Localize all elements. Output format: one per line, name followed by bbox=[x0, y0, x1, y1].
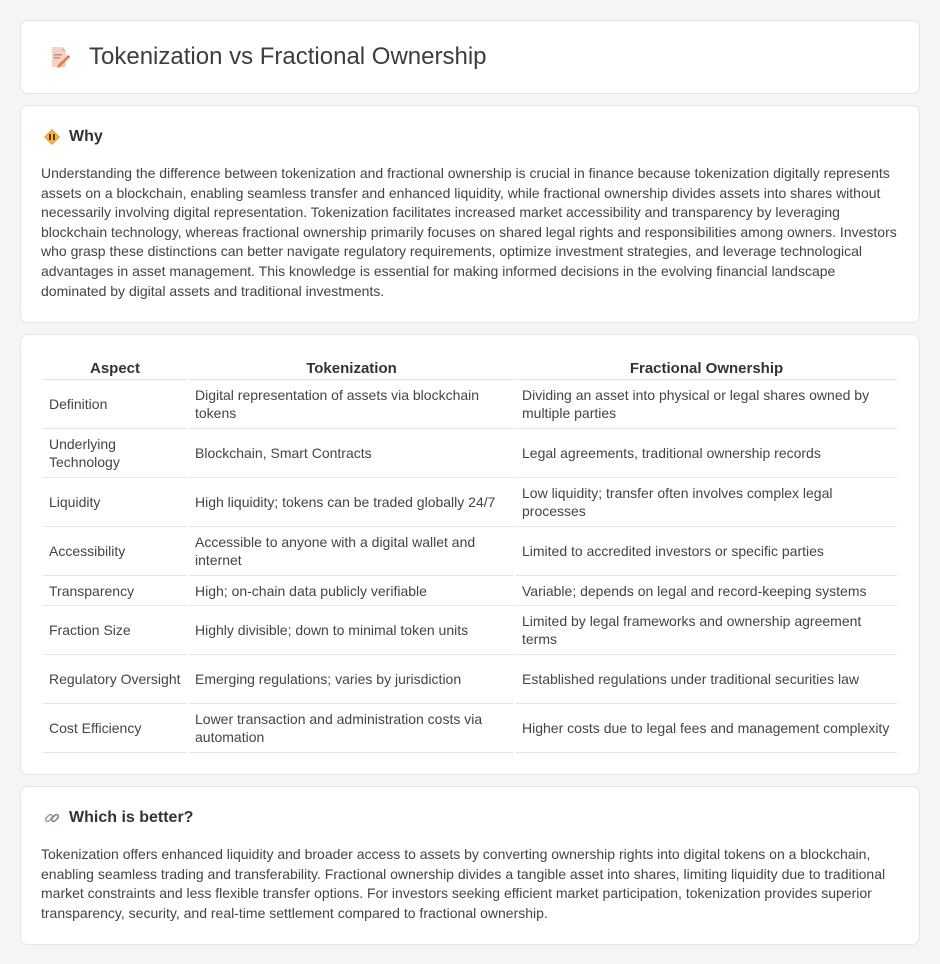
cell-fractional: Limited to accredited investors or specific parties bbox=[516, 527, 897, 576]
cell-tokenization: High liquidity; tokens can be traded globally 24/7 bbox=[189, 478, 514, 527]
cell-tokenization: Emerging regulations; varies by jurisdiction bbox=[189, 655, 514, 704]
table-row bbox=[43, 478, 897, 527]
which-is-better-section bbox=[20, 786, 920, 945]
page-title: Tokenization vs Fractional Ownership bbox=[89, 43, 487, 70]
table-header-row bbox=[43, 353, 897, 380]
better-heading bbox=[43, 809, 899, 827]
table-row bbox=[43, 527, 897, 576]
cell-fractional: Dividing an asset into physical or legal shares owned by multiple parties bbox=[516, 380, 897, 429]
why-heading bbox=[43, 128, 899, 146]
link-icon bbox=[43, 809, 61, 827]
cell-fractional: Variable; depends on legal and record-keeping systems bbox=[516, 576, 897, 606]
cell-aspect: Accessibility bbox=[43, 527, 187, 576]
cell-tokenization: Accessible to anyone with a digital wallet and internet bbox=[189, 527, 514, 576]
header-fractional-ownership: Fractional Ownership bbox=[516, 353, 897, 380]
table-row bbox=[43, 606, 897, 655]
cell-fractional: Limited by legal frameworks and ownership agreement terms bbox=[516, 606, 897, 655]
better-text: Tokenization offers enhanced liquidity and broader access to assets by converting ownership rights into digital tokens on a blockchain, enabling seamless trading and transferability. Fractional ownership divides a tangible asset into shares, limiting liquidity due to traditional market constraints and less flexible transfer options. For investors seeking efficient market participation, tokenization provides superior transparency, security, and real-time settlement compared to fractional ownership. bbox=[41, 846, 886, 921]
cell-tokenization: Lower transaction and administration costs via automation bbox=[189, 704, 514, 753]
header-card bbox=[20, 20, 920, 94]
cell-tokenization: Digital representation of assets via blockchain tokens bbox=[189, 380, 514, 429]
cell-aspect: Regulatory Oversight bbox=[43, 655, 187, 704]
table-row bbox=[43, 576, 897, 606]
document-pencil-icon bbox=[47, 45, 71, 69]
cell-aspect: Fraction Size bbox=[43, 606, 187, 655]
cell-aspect: Definition bbox=[43, 380, 187, 429]
cell-aspect: Cost Efficiency bbox=[43, 704, 187, 753]
header-tokenization: Tokenization bbox=[189, 353, 514, 380]
cell-fractional: Established regulations under traditional securities law bbox=[516, 655, 897, 704]
cell-aspect: Liquidity bbox=[43, 478, 187, 527]
comparison-table-card bbox=[20, 334, 920, 775]
cell-fractional: Low liquidity; transfer often involves complex legal processes bbox=[516, 478, 897, 527]
table-row bbox=[43, 380, 897, 429]
diamond-warning-icon bbox=[43, 128, 61, 146]
cell-aspect: Transparency bbox=[43, 576, 187, 606]
cell-fractional: Legal agreements, traditional ownership records bbox=[516, 429, 897, 478]
cell-tokenization: Highly divisible; down to minimal token units bbox=[189, 606, 514, 655]
why-section bbox=[20, 105, 920, 323]
header-aspect: Aspect bbox=[43, 353, 187, 380]
cell-fractional: Higher costs due to legal fees and management complexity bbox=[516, 704, 897, 753]
comparison-table bbox=[41, 353, 899, 753]
better-heading-label: Which is better? bbox=[69, 809, 194, 826]
table-row bbox=[43, 655, 897, 704]
table-row bbox=[43, 429, 897, 478]
cell-tokenization: Blockchain, Smart Contracts bbox=[189, 429, 514, 478]
cell-tokenization: High; on-chain data publicly verifiable bbox=[189, 576, 514, 606]
why-text: Understanding the difference between tokenization and fractional ownership is crucial in finance because tokenization digitally represents assets on a blockchain, enabling seamless transfer and enhanced liquidity, while fractional ownership divides assets into shares without necessarily involving digital representation. Tokenization facilitates increased market accessibility and transparency by leveraging blockchain technology, whereas fractional ownership primarily focuses on shared legal rights and responsibilities among owners. Investors who grasp these distinctions can better navigate regulatory requirements, optimize investment strategies, and leverage technological advantages in asset management. This knowledge is essential for making informed decisions in the evolving financial landscape dominated by digital assets and traditional investments. bbox=[41, 165, 897, 299]
why-heading-label: Why bbox=[69, 128, 103, 145]
cell-aspect: Underlying Technology bbox=[43, 429, 187, 478]
table-row bbox=[43, 704, 897, 753]
